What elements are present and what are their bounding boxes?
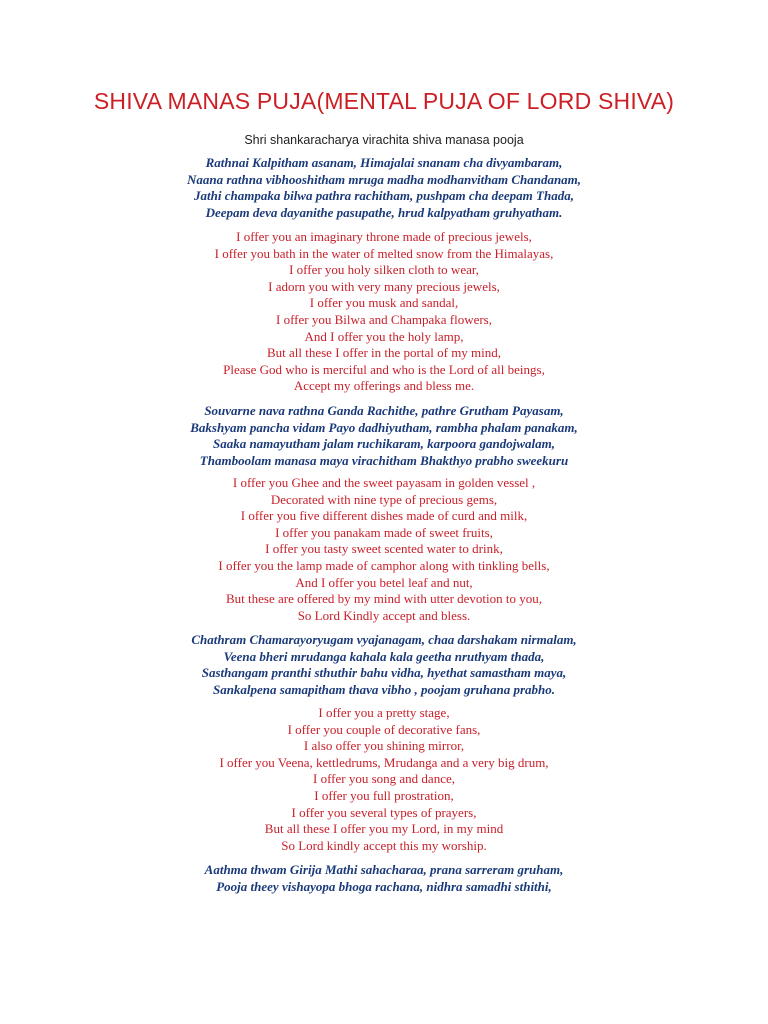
verse-2-english <box>0 475 768 624</box>
english-line: I offer you Ghee and the sweet payasam in golden vessel , <box>232 475 536 490</box>
page-subtitle: Shri shankaracharya virachita shiva manasa pooja <box>244 133 524 147</box>
english-line: I offer you Veena, kettledrums, Mrudanga and a very big drum, <box>219 754 549 770</box>
sanskrit-line: Rathnai Kalpitham asanam, Himajalai snanam cha divyambaram, <box>205 155 563 170</box>
sanskrit-line: Chathram Chamarayoryugam vyajanagam, chaa darshakam nirmalam, <box>191 632 577 647</box>
sanskrit-line: Veena bheri mrudanga kahala kala geetha nruthyam thada, <box>223 648 545 664</box>
verse-2-sanskrit <box>0 403 768 469</box>
english-line: Accept my offerings and bless me. <box>293 378 475 394</box>
verse-1-english <box>0 229 768 395</box>
page-title: SHIVA MANAS PUJA(MENTAL PUJA OF LORD SHIVA) <box>93 88 675 114</box>
verse-3-english <box>0 705 768 854</box>
english-line: Decorated with nine type of precious gems, <box>270 491 498 507</box>
sanskrit-line: Pooja theey vishayopa bhoga rachana, nidhra samadhi sthithi, <box>216 878 552 894</box>
sanskrit-line: Aathma thwam Girija Mathi sahacharaa, prana sarreram gruham, <box>204 862 564 877</box>
english-line: I offer you musk and sandal, <box>309 295 459 311</box>
verse-1-sanskrit <box>0 155 768 221</box>
sanskrit-line: Jathi champaka bilwa pathra rachitham, pushpam cha deepam Thada, <box>194 188 574 203</box>
sanskrit-line: Deepam deva dayanithe pasupathe, hrud kalpyatham gruhyatham. <box>205 204 563 220</box>
english-line: So Lord Kindly accept and bless. <box>297 607 471 623</box>
english-line: I offer you couple of decorative fans, <box>287 721 481 737</box>
sanskrit-line: Souvarne nava rathna Ganda Rachithe, pathre Grutham Payasam, <box>204 403 564 418</box>
verse-3-sanskrit <box>0 632 768 698</box>
sanskrit-line: Sankalpena samapitham thava vibho , poojam gruhana prabho. <box>212 681 556 697</box>
english-line: But all these I offer in the portal of my mind, <box>266 345 502 361</box>
english-line: I offer you tasty sweet scented water to drink, <box>265 541 503 557</box>
english-line: I offer you holy silken cloth to wear, <box>289 262 479 278</box>
sanskrit-line: Saaka namayutham jalam ruchikaram, karpoora gandojwalam, <box>212 436 556 451</box>
sanskrit-line: Thamboolam manasa maya virachitham Bhakthyo prabho sweekuru <box>199 452 569 468</box>
english-line: So Lord kindly accept this my worship. <box>281 837 487 853</box>
english-line: I offer you song and dance, <box>313 771 455 787</box>
english-line: I offer you full prostration, <box>314 787 454 803</box>
english-line: I offer you a pretty stage, <box>318 705 450 720</box>
english-line: I offer you the lamp made of camphor along with tinkling bells, <box>218 557 550 573</box>
english-line: Please God who is merciful and who is the Lord of all beings, <box>223 361 545 377</box>
sanskrit-line: Sasthangam pranthi sthuthir bahu vidha, hyethat samastham maya, <box>201 665 567 680</box>
english-line: I offer you several types of prayers, <box>291 804 477 820</box>
english-line: I offer you bath in the water of melted snow from the Himalayas, <box>214 245 554 261</box>
english-line: And I offer you betel leaf and nut, <box>295 574 473 590</box>
verse-4-sanskrit <box>0 862 768 895</box>
english-line: I offer you Bilwa and Champaka flowers, <box>275 311 492 327</box>
sanskrit-line: Naana rathna vibhooshitham mruga madha modhanvitham Chandanam, <box>186 171 582 187</box>
english-line: I offer you five different dishes made of curd and milk, <box>240 508 528 524</box>
sanskrit-line: Bakshyam pancha vidam Payo dadhiyutham, rambha phalam panakam, <box>190 419 578 435</box>
english-line: I adorn you with very many precious jewels, <box>268 278 500 294</box>
english-line: And I offer you the holy lamp, <box>304 328 464 344</box>
english-line: I offer you an imaginary throne made of precious jewels, <box>236 229 532 244</box>
english-line: But these are offered by my mind with utter devotion to you, <box>225 591 543 607</box>
english-line: I offer you panakam made of sweet fruits, <box>275 524 493 540</box>
english-line: But all these I offer you my Lord, in my mind <box>264 821 504 837</box>
english-line: I also offer you shining mirror, <box>303 738 465 754</box>
